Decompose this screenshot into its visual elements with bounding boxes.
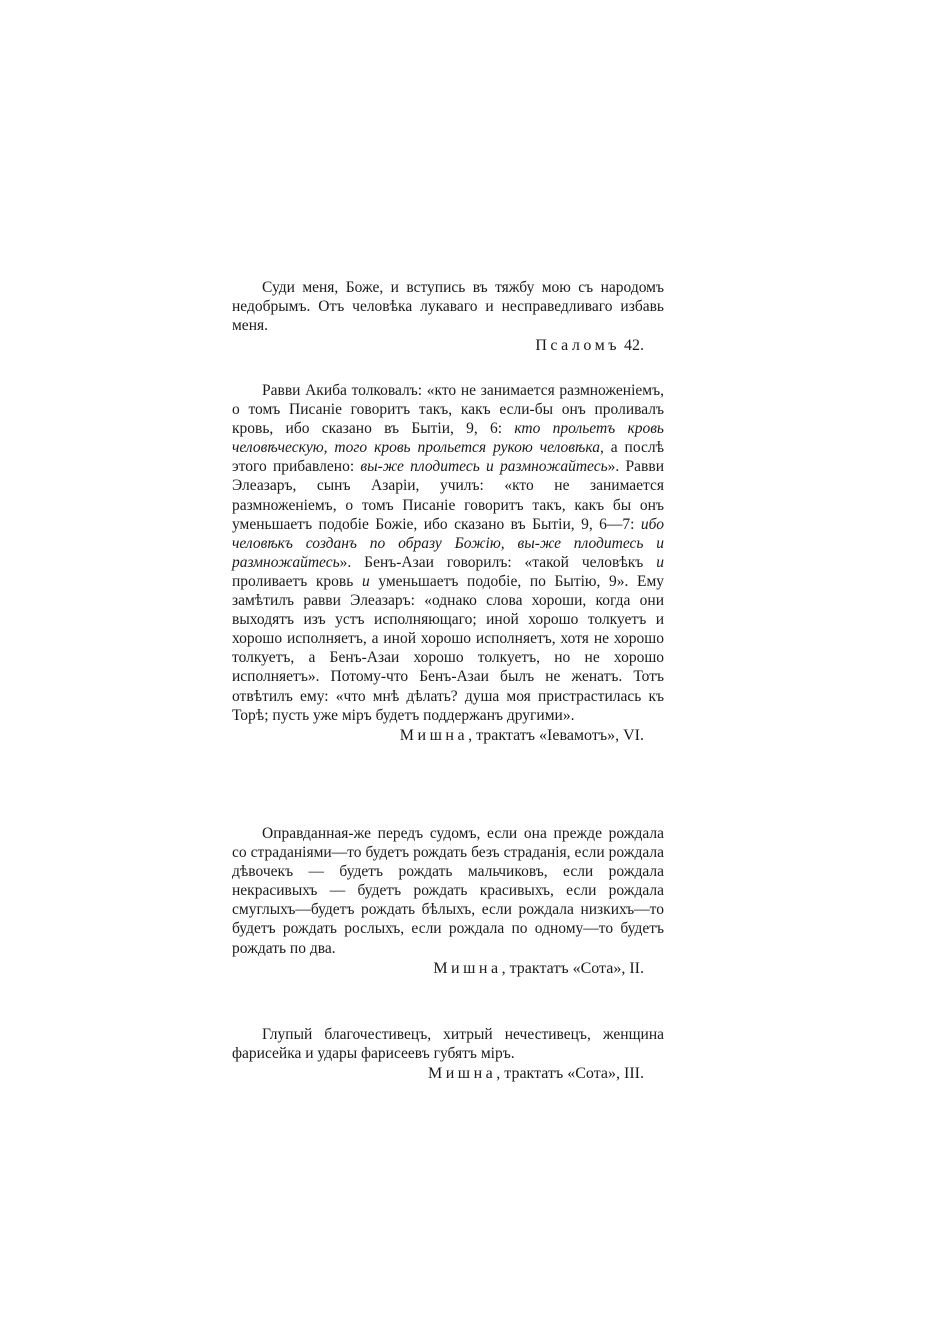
source-title: Мишна bbox=[399, 726, 469, 744]
epigraph-psalm-text: Суди меня, Боже, и вступись въ тяжбу мою съ народомъ недобрымъ. Отъ человѣка лукаваго и несправедливаго избавь меня. bbox=[232, 279, 664, 335]
italic-word: и bbox=[656, 553, 664, 571]
source-title: Псаломъ bbox=[535, 337, 620, 355]
source-detail: , трактатъ «Сота», II. bbox=[501, 959, 644, 977]
source-title: Мишна bbox=[427, 1065, 497, 1083]
italic-quote: кто прольетъ кровь человѣческую, того кровь прольется рукою человѣка bbox=[232, 420, 664, 457]
italic-quote: вы-же плодитесь и размножайтесь bbox=[360, 458, 608, 476]
source-detail: , трактатъ «Іевамотъ», VI. bbox=[468, 726, 644, 744]
epigraph-sota-2-source bbox=[232, 959, 664, 979]
epigraph-sota-2 bbox=[232, 824, 664, 979]
text-segment: проливаетъ кровь bbox=[232, 572, 362, 590]
text-segment: уменьшаетъ подобіе, по Бытію, 9». Ему замѣтилъ равви Элеазаръ: «однако слова хороши, когда они выходятъ изъ устъ исполняющаго; иной хорошо толкуетъ и хорошо исполняетъ, а иной хорошо исполняетъ, хотя не хорошо толкуетъ, а Бенъ-Азаи хорошо толкуетъ, но не хорошо исполняетъ». Потому-что Бенъ-Азаи былъ не женатъ. Тотъ отвѣтилъ ему: «что мнѣ дѣлать? душа моя пристрастилась къ Торѣ; пусть уже міръ будетъ поддержанъ другими». bbox=[232, 572, 664, 724]
source-detail: , трактатъ «Сота», III. bbox=[496, 1065, 644, 1083]
epigraph-sota-2-text: Оправданная-же передъ судомъ, если она прежде рождала со страданіями—то будетъ рождать безъ страданія, если рождала дѣвочекъ — будетъ рождать мальчиковъ, если рождала некрасивыхъ — будетъ рождать красивыхъ, если рождала смуглыхъ—будетъ рождать бѣлыхъ, если рождала низкихъ—то будетъ рождать рослыхъ, если рождала по одному—то будетъ рождать по два. bbox=[232, 825, 664, 957]
epigraph-sota-3-source bbox=[232, 1064, 664, 1084]
text-segment: , а послѣ этого прибавлено: bbox=[232, 439, 664, 476]
text-segment: ». Равви Элеазаръ, сынъ Азаріи, училъ: «кто не занимается размноженіемъ, о томъ Писаніе говоритъ такъ, какъ бы онъ уменьшаетъ подобіе Божіе, ибо сказано въ Бытіи, 9, 6—7: bbox=[232, 458, 664, 533]
epigraph-sota-3 bbox=[232, 1025, 664, 1084]
epigraph-psalm bbox=[232, 278, 664, 356]
source-title: Мишна bbox=[433, 959, 502, 977]
epigraph-sota-3-text: Глупый благочестивецъ, хитрый нечестивецъ, женщина фарисейка и удары фарисеевъ губятъ міръ. bbox=[232, 1026, 664, 1063]
epigraph-yevamot bbox=[232, 381, 664, 746]
epigraph-yevamot-text bbox=[232, 381, 664, 725]
text-segment: Равви Акиба толковалъ: «кто не занимается размноженіемъ, о томъ Писаніе говоритъ такъ, какъ если-бы онъ проливалъ кровь, ибо сказано въ Бытіи, 9, 6: bbox=[232, 382, 664, 438]
italic-word: и bbox=[361, 572, 370, 590]
epigraph-psalm-source bbox=[232, 336, 664, 356]
source-detail: 42. bbox=[620, 337, 644, 355]
text-segment: ». Бенъ-Азаи говорилъ: «такой человѣкъ bbox=[339, 553, 657, 571]
italic-quote: ибо человѣкъ созданъ по образу Божію, вы-же плодитесь и размножайтесь bbox=[232, 515, 664, 571]
epigraph-yevamot-source bbox=[232, 726, 664, 746]
